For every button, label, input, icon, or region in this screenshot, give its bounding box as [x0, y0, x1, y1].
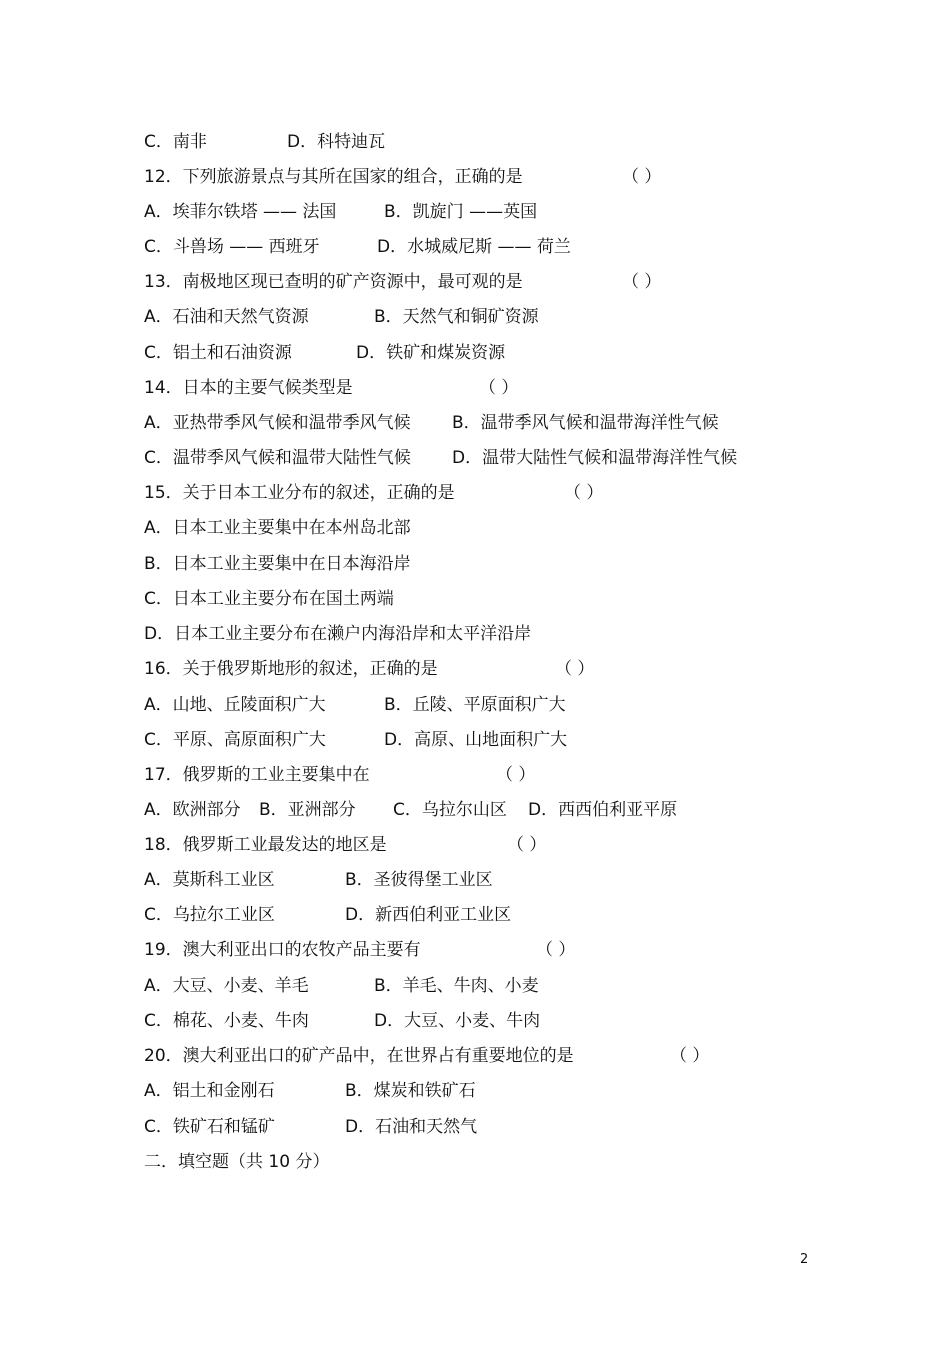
text-segment: A．莫斯科工业区 [144, 870, 275, 890]
text-segment: D．石油和天然气 [345, 1117, 478, 1137]
text-segment: C．乌拉尔工业区 [144, 905, 275, 925]
text-segment: C．棉花、小麦、牛肉 [144, 1011, 309, 1031]
text-segment: 12．下列旅游景点与其所在国家的组合，正确的是 [144, 167, 523, 187]
text-segment: D．水城威尼斯 —— 荷兰 [377, 237, 571, 257]
answer-parentheses: （ ） [564, 483, 604, 503]
text-segment: D．新西伯利亚工业区 [345, 905, 512, 925]
text-segment: 14．日本的主要气候类型是 [144, 378, 353, 398]
text-segment: B．日本工业主要集中在日本海沿岸 [144, 554, 411, 574]
text-segment: 二．填空题（共 10 分） [144, 1152, 330, 1172]
page-number: 2 [800, 1252, 809, 1267]
text-segment: D．科特迪瓦 [287, 132, 386, 152]
text-segment: C．南非 [144, 132, 207, 152]
text-segment: 17．俄罗斯的工业主要集中在 [144, 765, 370, 785]
text-segment: B．圣彼得堡工业区 [345, 870, 493, 890]
text-segment: C．平原、高原面积广大 [144, 730, 326, 750]
text-segment: B．亚洲部分 [259, 800, 356, 820]
text-segment: C．铁矿石和锰矿 [144, 1117, 275, 1137]
answer-parentheses: （ ） [670, 1046, 710, 1066]
text-segment: 19．澳大利亚出口的农牧产品主要有 [144, 940, 421, 960]
answer-parentheses: （ ） [479, 378, 519, 398]
text-segment: A．山地、丘陵面积广大 [144, 695, 326, 715]
answer-parentheses: （ ） [496, 765, 536, 785]
text-segment: 15．关于日本工业分布的叙述，正确的是 [144, 483, 455, 503]
text-segment: D．大豆、小麦、牛肉 [374, 1011, 541, 1031]
text-segment: C．日本工业主要分布在国土两端 [144, 589, 394, 609]
text-segment: B．凯旋门 ——英国 [384, 202, 538, 222]
text-segment: D．温带大陆性气候和温带海洋性气候 [452, 448, 738, 468]
text-segment: D．日本工业主要分布在濑户内海沿岸和太平洋沿岸 [144, 624, 532, 644]
text-segment: A．日本工业主要集中在本州岛北部 [144, 518, 411, 538]
text-segment: B．温带季风气候和温带海洋性气候 [452, 413, 719, 433]
answer-parentheses: （ ） [555, 659, 595, 679]
answer-parentheses: （ ） [622, 167, 662, 187]
text-segment: D．西西伯利亚平原 [528, 800, 678, 820]
text-segment: 20．澳大利亚出口的矿产品中，在世界占有重要地位的是 [144, 1046, 574, 1066]
text-segment: A．铝土和金刚石 [144, 1081, 275, 1101]
answer-parentheses: （ ） [507, 835, 547, 855]
text-segment: A．大豆、小麦、羊毛 [144, 976, 309, 996]
text-segment: C．乌拉尔山区 [393, 800, 507, 820]
text-segment: B．羊毛、牛肉、小麦 [374, 976, 539, 996]
text-segment: C．温带季风气候和温带大陆性气候 [144, 448, 411, 468]
text-segment: A．亚热带季风气候和温带季风气候 [144, 413, 411, 433]
text-segment: D．高原、山地面积广大 [384, 730, 568, 750]
text-segment: B．天然气和铜矿资源 [374, 307, 539, 327]
text-segment: B．丘陵、平原面积广大 [384, 695, 566, 715]
text-segment: C．斗兽场 —— 西班牙 [144, 237, 320, 257]
text-segment: 13．南极地区现已查明的矿产资源中，最可观的是 [144, 272, 523, 292]
text-segment: D．铁矿和煤炭资源 [356, 343, 506, 363]
answer-parentheses: （ ） [622, 272, 662, 292]
text-segment: 18．俄罗斯工业最发达的地区是 [144, 835, 387, 855]
text-segment: A．埃菲尔铁塔 —— 法国 [144, 202, 337, 222]
text-segment: 16．关于俄罗斯地形的叙述，正确的是 [144, 659, 438, 679]
text-segment: C．铝土和石油资源 [144, 343, 292, 363]
answer-parentheses: （ ） [536, 940, 576, 960]
text-segment: A．石油和天然气资源 [144, 307, 309, 327]
text-segment: A．欧洲部分 [144, 800, 241, 820]
text-segment: B．煤炭和铁矿石 [345, 1081, 476, 1101]
